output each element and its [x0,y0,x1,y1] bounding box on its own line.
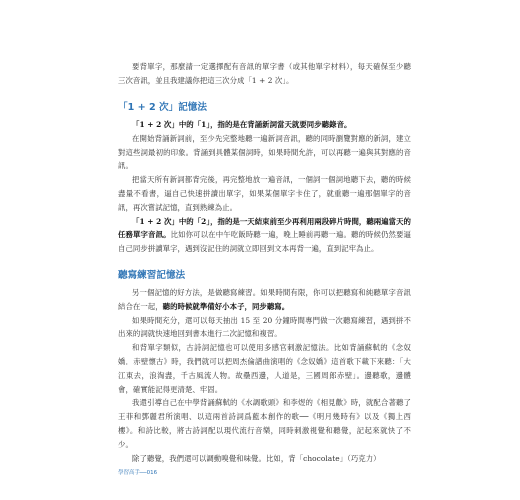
section2-paragraph-4: 我還引導自己在中學背誦蘇軾的《水調歌頭》和李煜的《相見歡》時，就配合著聽了王菲和鄧麗君所演唱、以這兩首詩詞爲藍本創作的歌──《明月幾時有》以及《獨上西樓》。和詩比較，將古詩詞配以現代流行音樂，同時刺激視覺和聽覺，記起來就快了不少。 [118,398,411,449]
section2-body [118,286,411,465]
section2-paragraph-5: 除了聽覺，我們還可以調動嗅覺和味覺。比如，背「chocolate」（巧克力） [132,453,381,463]
intro-paragraph: 要背單字，那麼請一定選擇配有音訊的單字書（或其他單字材料），每天確保至少聽三次音訊，並且我建議你把這三次分成「1 + 2 次」。 [118,62,411,85]
section1-bold-paragraph [118,118,411,132]
section2-p1-pre: 另一個記憶的好方法，是做聽寫練習。如果時間有限，你可以把聽寫和純聽單字音訊結合在一起， [118,288,411,311]
section2-heading: 聽寫練習記憶法 [118,270,186,281]
page-footer: 學習高手──016 [118,470,158,476]
section2-paragraph-2: 如果時間充分，還可以每天抽出 15 至 20 分鐘時間專門做一次聽寫練習，遇到拼不出來的詞就快速地回到書本進行二次記憶和複習。 [118,315,411,339]
section2-paragraph-1 [118,286,411,314]
section2-paragraph-3: 和背單字類似，古詩詞記憶也可以使用多感官刺激記憶法。比如背誦蘇軾的《念奴嬌．赤壁懷古》時，我們就可以把周杰倫譜曲演唱的《念奴嬌》這首歌下載下來聽：「大江東去，浪淘盡，千古風流人物。故壘西邊，人道是，三國周郎赤壁」。邊聽歌，邊體會，確實能記得更清楚、牢固。 [118,343,411,394]
section1-bold-text: 「1 + 2 次」中的「1」，指的是在背誦新詞當天就要同步聽錄音。 [132,120,352,129]
section1-p4-rest: 比如你可以在中午吃飯時聽一遍，晚上睡前再聽一遍。聽的時候仍然要逼自己同步拼讀單字，遇到沒記住的詞就立即回到文本再背一遍，直到記牢為止。 [118,230,411,254]
section1-p4-bold: 「1 + 2 次」中的「2」，指的是一天結束前至少再利用兩段碎片時間，聽兩遍當天的任務單字音訊。 [118,216,411,240]
section1-paragraph-2: 在開始背誦新詞前，至少先完整地聽一遍新詞音訊，聽的同時瀏覽對應的新詞，建立對這些詞最初的印象。背誦到具體某個詞時，如果時間允許，可以再聽一遍與其對應的音訊。 [118,133,411,171]
section1-body [118,118,411,256]
section1-paragraph-3: 把當天所有新詞都背完後，再完整地放一遍音訊，一個詞一個詞地聽下去，聽的時候盡量不看書，逼自己快速拼讀出單字，如果某個單字卡住了，就重聽一遍那個單字的音訊，再次嘗試記憶，直到熟練為止。 [118,175,411,212]
section2-p1-bold: 聽的時候就準備好小本子，同步聽寫。 [162,301,290,311]
section1-paragraph-4 [118,215,411,256]
section1-heading: 「1 + 2 次」記憶法 [118,102,207,113]
intro-paragraph-block [118,60,411,88]
